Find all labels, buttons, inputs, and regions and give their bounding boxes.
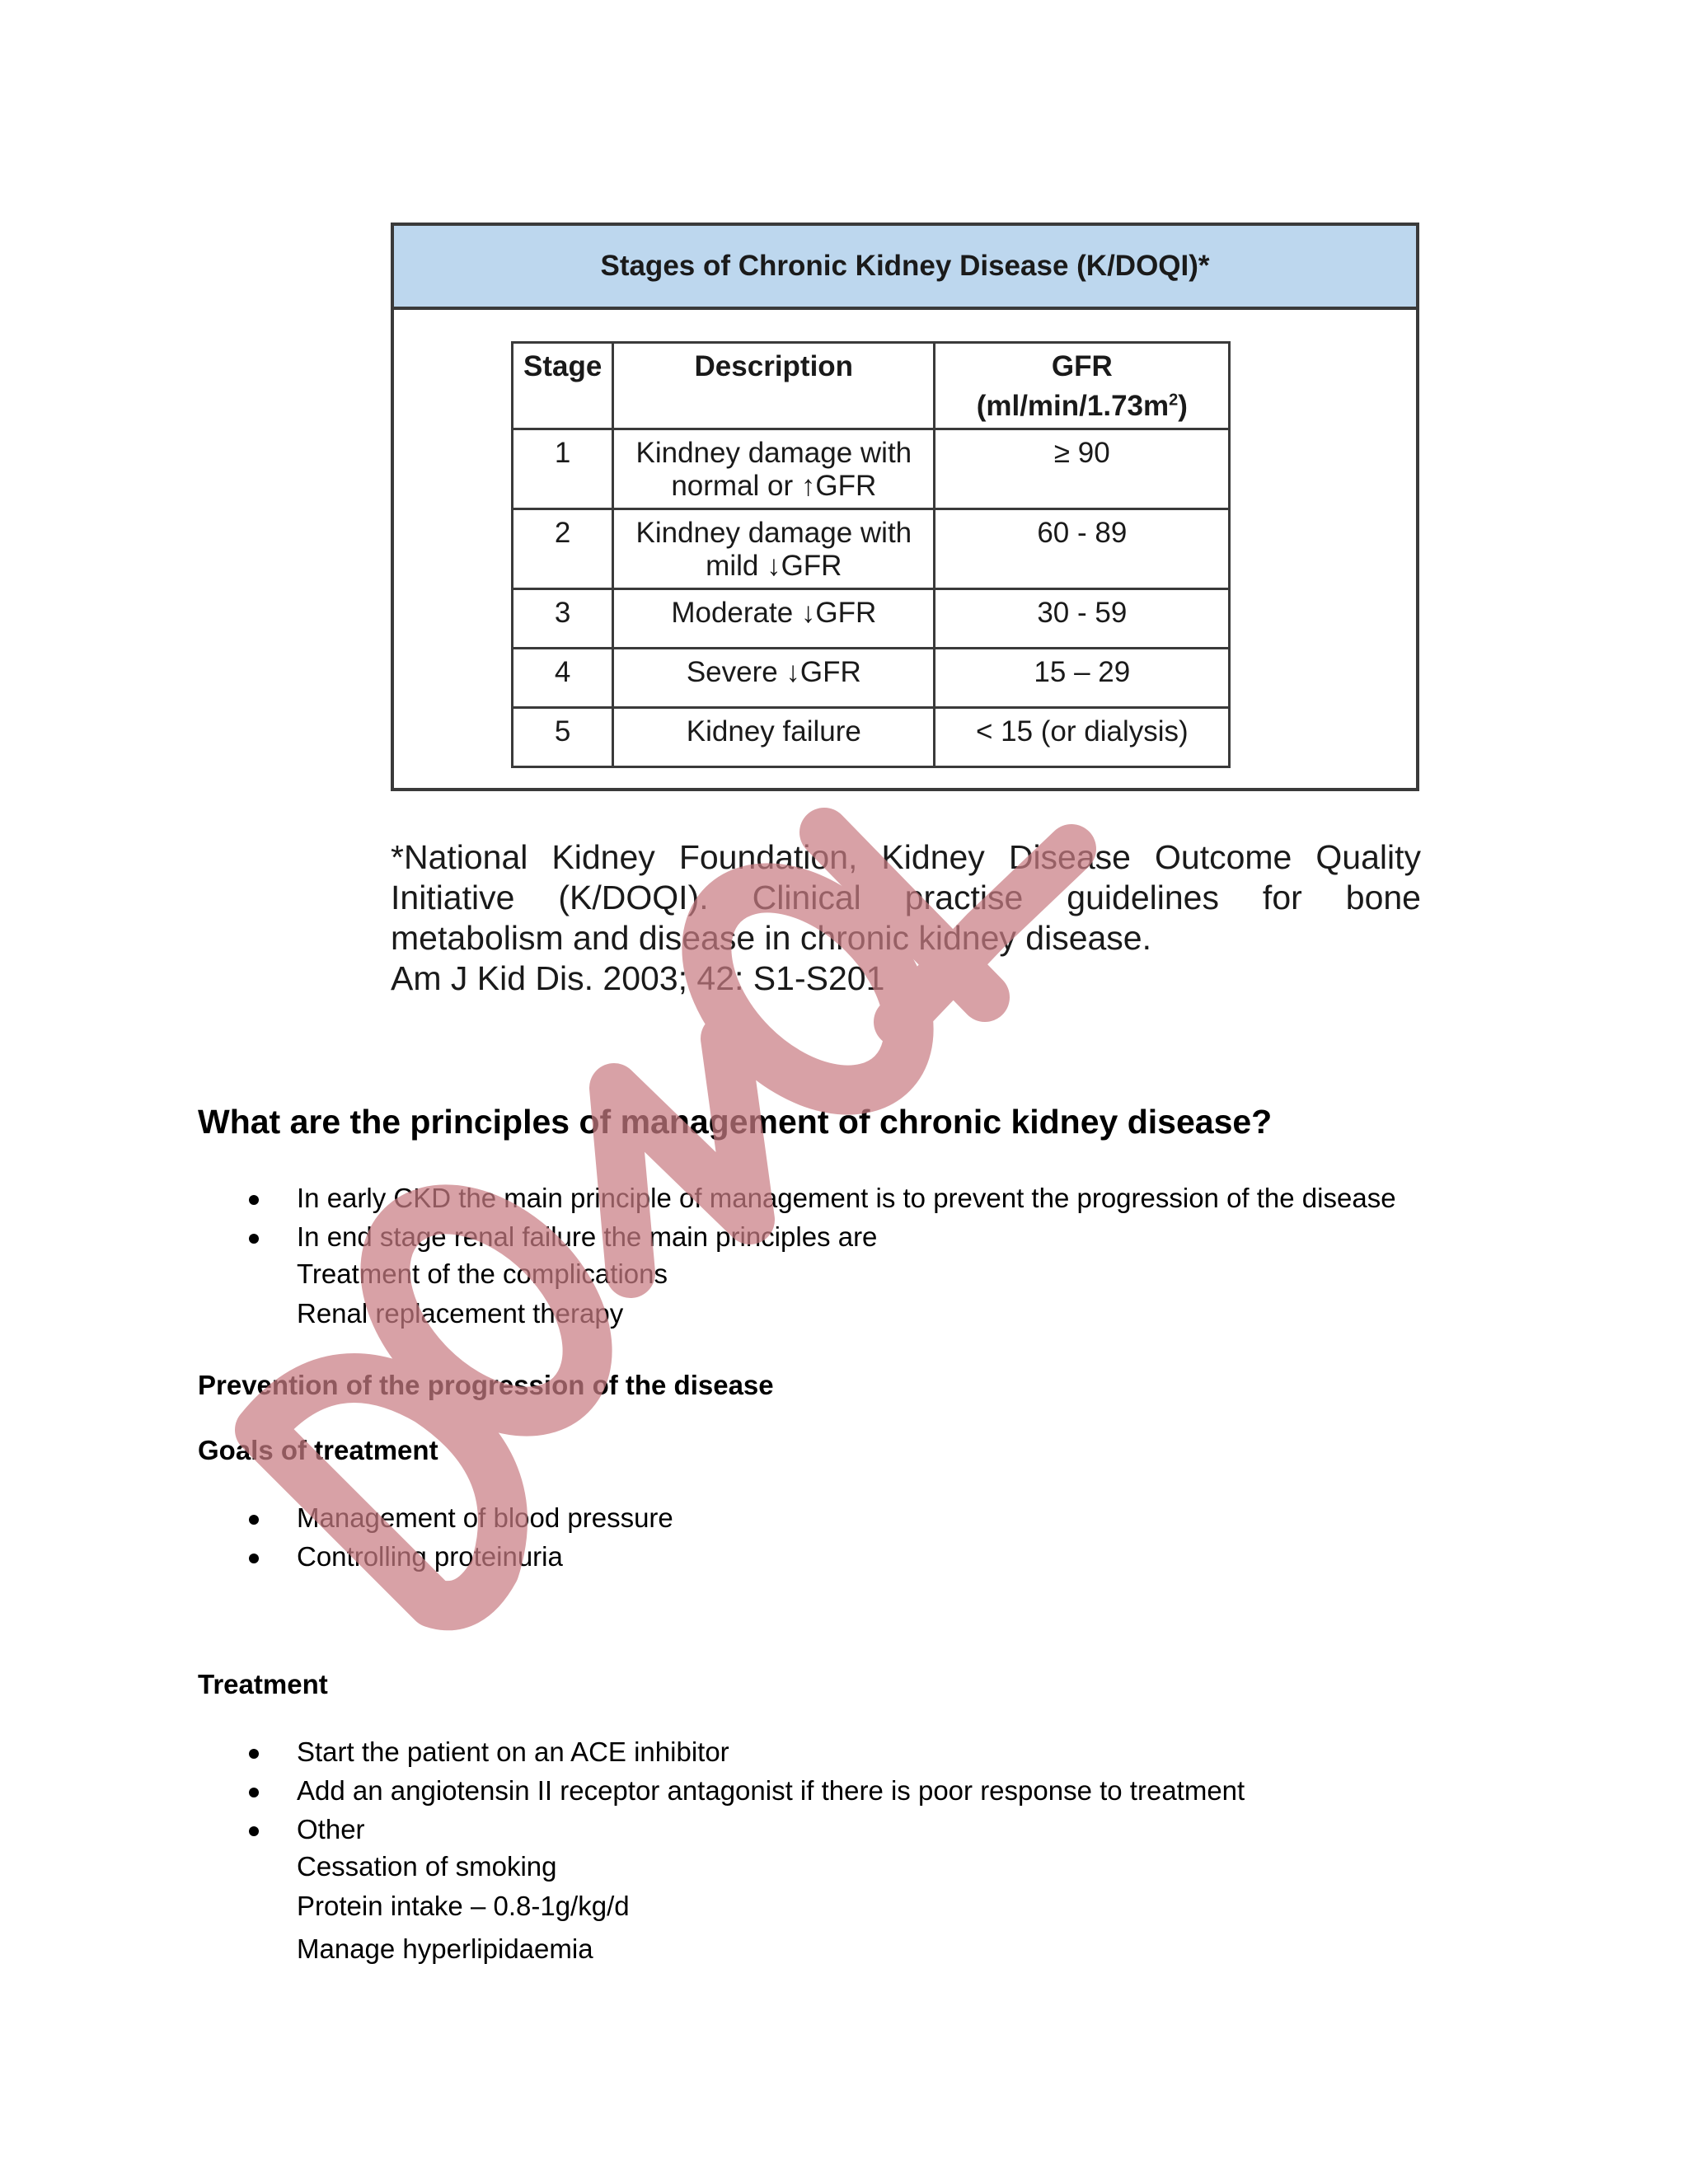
description-line: normal or ↑GFR <box>671 469 877 502</box>
list-item-text: In end stage renal failure the main principles are <box>297 1221 878 1252</box>
bullet-icon <box>249 1554 259 1563</box>
table-row <box>513 707 1230 766</box>
list-item <box>198 1498 673 1537</box>
citation-line: *National Kidney Foundation, Kidney Disease Outcome Quality <box>391 838 1421 876</box>
treatment-section <box>198 1732 1245 1971</box>
bullet-icon <box>249 1826 259 1836</box>
table-header-row <box>513 343 1230 429</box>
sub-item: Renal replacement therapy <box>297 1298 624 1329</box>
goals-section <box>198 1498 673 1576</box>
list-item-text: Controlling proteinuria <box>297 1541 563 1572</box>
list-item <box>198 1217 1396 1256</box>
ckd-stages-table <box>511 341 1231 768</box>
bullet-icon <box>249 1515 259 1525</box>
prevention-heading: Prevention of the progression of the disease <box>198 1370 774 1400</box>
stage-cell: 4 <box>513 648 613 707</box>
list-item <box>198 1810 1245 1849</box>
sub-item: Protein intake – 0.8-1g/kg/d <box>297 1891 630 1921</box>
table-row <box>513 648 1230 707</box>
list-item <box>198 1537 673 1576</box>
header-gfr-unit <box>977 390 1188 422</box>
description-cell: Severe ↓GFR <box>613 648 935 707</box>
treatment-heading: Treatment <box>198 1669 328 1699</box>
sub-item: Cessation of smoking <box>297 1851 557 1882</box>
figure-citation <box>391 837 1421 999</box>
stage-cell: 1 <box>513 429 613 509</box>
table-row <box>513 588 1230 648</box>
stage-cell: 3 <box>513 588 613 648</box>
list-item-text: In early CKD the main principle of management is to prevent the progression of the disease <box>297 1183 1396 1213</box>
description-cell <box>613 509 935 588</box>
page-heading: What are the principles of management of chronic kidney disease? <box>198 1103 1273 1141</box>
header-gfr <box>935 343 1230 429</box>
description-cell: Moderate ↓GFR <box>613 588 935 648</box>
description-line: Kindney damage with <box>635 516 912 549</box>
header-description: Description <box>613 343 935 429</box>
list-item-text: Start the patient on an ACE inhibitor <box>297 1736 729 1767</box>
goals-list <box>198 1498 673 1576</box>
description-line: Kindney damage with <box>635 436 912 469</box>
figure-title: Stages of Chronic Kidney Disease (K/DOQI)* <box>394 226 1416 310</box>
gfr-cell: 60 - 89 <box>935 509 1230 588</box>
header-stage: Stage <box>513 343 613 429</box>
citation-line: Am J Kid Dis. 2003; 42: S1-S201 <box>391 959 885 997</box>
treatment-list <box>198 1732 1245 1849</box>
gfr-cell: < 15 (or dialysis) <box>935 707 1230 766</box>
gfr-unit-sup: 2 <box>1169 391 1179 409</box>
gfr-cell: ≥ 90 <box>935 429 1230 509</box>
description-cell: Kidney failure <box>613 707 935 766</box>
list-item <box>198 1179 1396 1217</box>
ckd-stages-figure <box>391 223 1419 791</box>
list-item <box>198 1771 1245 1810</box>
list-item-text: Add an angiotensin II receptor antagonist if there is poor response to treatment <box>297 1775 1245 1806</box>
citation-line: metabolism and disease in chronic kidney disease. <box>391 919 1152 957</box>
description-cell <box>613 429 935 509</box>
stage-cell: 2 <box>513 509 613 588</box>
table-row <box>513 429 1230 509</box>
description-line: mild ↓GFR <box>706 549 842 582</box>
gfr-cell: 15 – 29 <box>935 648 1230 707</box>
list-item <box>198 1732 1245 1771</box>
gfr-cell: 30 - 59 <box>935 588 1230 648</box>
principles-list <box>198 1179 1396 1256</box>
list-item-text: Other <box>297 1814 365 1844</box>
citation-line: Initiative (K/DOQI). Clinical practise guidelines for bone <box>391 879 1421 916</box>
table-row <box>513 509 1230 588</box>
bullet-icon <box>249 1788 259 1797</box>
sub-item: Treatment of the complications <box>297 1258 668 1289</box>
bullet-icon <box>249 1234 259 1244</box>
sub-item: Manage hyperlipidaemia <box>297 1933 593 1964</box>
principles-section <box>198 1179 1396 1335</box>
header-gfr-label: GFR <box>1051 350 1113 382</box>
bullet-icon <box>249 1749 259 1759</box>
stage-cell: 5 <box>513 707 613 766</box>
gfr-unit-suffix: ) <box>1178 389 1188 422</box>
list-item-text: Management of blood pressure <box>297 1502 673 1533</box>
goals-heading: Goals of treatment <box>198 1435 438 1465</box>
bullet-icon <box>249 1195 259 1205</box>
gfr-unit-prefix: (ml/min/1.73m <box>976 389 1170 422</box>
